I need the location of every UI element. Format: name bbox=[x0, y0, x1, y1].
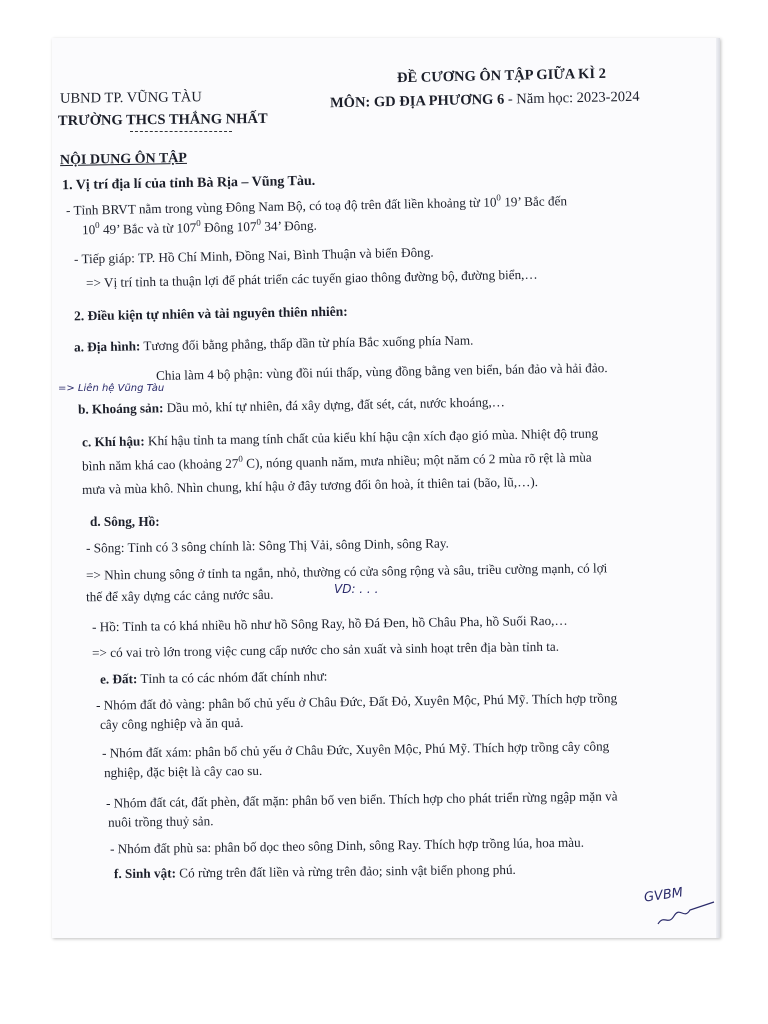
degree-sup: 0 bbox=[196, 217, 201, 229]
soil-line-3: - Nhóm đất xám: phân bố chủ yếu ở Châu Đức, Xuyên Mộc, Phú Mỹ. Thích hợp trồng cây công bbox=[101, 738, 610, 761]
degree-sup: 0 bbox=[238, 453, 243, 464]
soil-line-4: nghiệp, đặc biệt là cây cao su. bbox=[103, 762, 263, 781]
degree-sup: 0 bbox=[95, 219, 100, 231]
lakes-line-1: - Hồ: Tỉnh ta có khá nhiều hồ như hồ Sông Ray, hồ Đá Đen, hồ Châu Pha, hồ Suối Rao,… bbox=[91, 612, 568, 635]
climate-line-2 bbox=[82, 450, 592, 474]
section-1-title: 1. Vị trí địa lí của tỉnh Bà Rịa – Vũng Tàu. bbox=[61, 173, 316, 194]
document-page bbox=[52, 38, 720, 938]
signature-text: GVBM bbox=[643, 885, 684, 906]
section-1-line-2 bbox=[82, 218, 317, 238]
content-heading: NỘI DUNG ÔN TẬP bbox=[59, 150, 188, 169]
soil-line-2: cây công nghiệp và ăn quả. bbox=[99, 714, 244, 733]
minerals-line bbox=[78, 394, 505, 416]
relief-line-1 bbox=[74, 333, 474, 355]
relief-text: Tương đối bằng phẳng, thấp dần từ phía Bắc xuống phía Nam. bbox=[140, 332, 474, 354]
biota-label: f. Sinh vật: bbox=[113, 865, 177, 882]
s1-l2-text-2: 49’ Bắc và từ 107 bbox=[99, 220, 197, 237]
signature-scribble bbox=[656, 900, 716, 930]
rivers-title: d. Sông, Hồ: bbox=[90, 514, 160, 529]
page-edge-shading bbox=[716, 38, 720, 938]
handwritten-note: => Liên hệ Vũng Tàu bbox=[58, 383, 165, 394]
climate-line-1 bbox=[82, 425, 598, 449]
subject-name: MÔN: GD ĐỊA PHƯƠNG 6 bbox=[329, 91, 505, 112]
soil-text: Tỉnh ta có các nhóm đất chính như: bbox=[137, 668, 328, 687]
section-1-line-4: => Vị trí tỉnh ta thuận lợi để phát triển các tuyến giao thông đường bộ, đường biển,… bbox=[85, 266, 538, 291]
climate-text-2: bình năm khá cao (khoảng 27 bbox=[81, 455, 239, 474]
s1-l1-text-2: 19’ Bắc đến bbox=[500, 193, 568, 210]
s1-l2-text: 10 bbox=[81, 222, 96, 238]
minerals-label: b. Khoáng sản: bbox=[77, 400, 164, 417]
handwritten-example: VD: . . . bbox=[334, 582, 379, 596]
section-2-title: 2. Điều kiện tự nhiên và tài nguyên thiên nhiên: bbox=[73, 303, 348, 324]
biota-line bbox=[114, 862, 516, 881]
climate-line-3: mưa và mùa khô. Nhìn chung, khí hậu ở đây tương đối ôn hoà, ít thiên tai (bão, lũ,…). bbox=[81, 474, 539, 497]
s1-l2-text-3: Đông 107 bbox=[200, 218, 257, 235]
header-school: TRƯỜNG THCS THẮNG NHẤT bbox=[57, 110, 268, 130]
soil-line-1: - Nhóm đất đỏ vàng: phân bố chủ yếu ở Châu Đức, Đất Đỏ, Xuyên Mộc, Phú Mỹ. Thích hợp trồng bbox=[95, 690, 618, 713]
soil-line-0 bbox=[100, 668, 328, 686]
degree-sup: 0 bbox=[256, 216, 262, 227]
climate-label: c. Khí hậu: bbox=[81, 433, 145, 450]
s1-l1-text: - Tỉnh BRVT nằm trong vùng Đông Nam Bộ, có toạ độ trên đất liền khoảng từ 10 bbox=[65, 194, 497, 218]
rivers-line-2: => Nhìn chung sông ở tỉnh ta ngắn, nhỏ, thường có cửa sông rộng và sâu, triều cường mạnh, có lợi bbox=[85, 560, 608, 583]
section-1-line-1 bbox=[66, 193, 567, 218]
biota-text: Có rừng trên đất liền và rừng trên đảo; sinh vật biển phong phú. bbox=[175, 861, 516, 881]
minerals-text: Dầu mỏ, khí tự nhiên, đá xây dựng, đất sét, cát, nước khoáng,… bbox=[163, 394, 506, 416]
header-divider bbox=[130, 131, 232, 132]
document-title: ĐỀ CƯƠNG ÔN TẬP GIỮA KÌ 2 bbox=[396, 65, 607, 87]
soil-label: e. Đất: bbox=[99, 671, 138, 687]
soil-line-7: - Nhóm đất phù sa: phân bố dọc theo sông Dinh, sông Ray. Thích hợp trồng lúa, hoa màu. bbox=[109, 834, 585, 857]
soil-line-6: nuôi trồng thuỷ sản. bbox=[107, 813, 214, 830]
relief-label: a. Địa hình: bbox=[73, 338, 141, 355]
header-authority: UBND TP. VŨNG TÀU bbox=[59, 89, 202, 107]
s1-l2-text-4: 34’ Đông. bbox=[260, 217, 317, 234]
relief-line-2: Chia làm 4 bộ phận: vùng đồi núi thấp, vùng đồng bằng ven biển, bán đảo và hải đảo. bbox=[155, 360, 608, 383]
climate-text: Khí hậu tỉnh ta mang tính chất của kiểu khí hậu cận xích đạo gió mùa. Nhiệt độ trung bbox=[144, 425, 599, 449]
climate-text-3: C), nóng quanh năm, mưa nhiều; một năm có 2 mùa rõ rệt là mùa bbox=[242, 449, 592, 471]
lakes-line-2: => có vai trò lớn trong việc cung cấp nước cho sản xuất và sinh hoạt trên địa bàn tỉnh ta. bbox=[91, 638, 560, 661]
soil-line-5: - Nhóm đất cát, đất phèn, đất mặn: phân bố ven biển. Thích hợp cho phát triển rừng ngập mặn và bbox=[105, 788, 618, 811]
section-1-line-3: - Tiếp giáp: TP. Hồ Chí Minh, Đồng Nai, Bình Thuận và biển Đông. bbox=[73, 244, 434, 267]
rivers-line-1: - Sông: Tỉnh có 3 sông chính là: Sông Thị Vải, sông Dinh, sông Ray. bbox=[85, 535, 449, 556]
school-year: - Năm học: 2023-2024 bbox=[504, 88, 640, 108]
rivers-line-3: thế để xây dựng các cảng nước sâu. bbox=[85, 586, 274, 605]
degree-sup: 0 bbox=[496, 192, 501, 203]
subject-line bbox=[330, 89, 640, 112]
